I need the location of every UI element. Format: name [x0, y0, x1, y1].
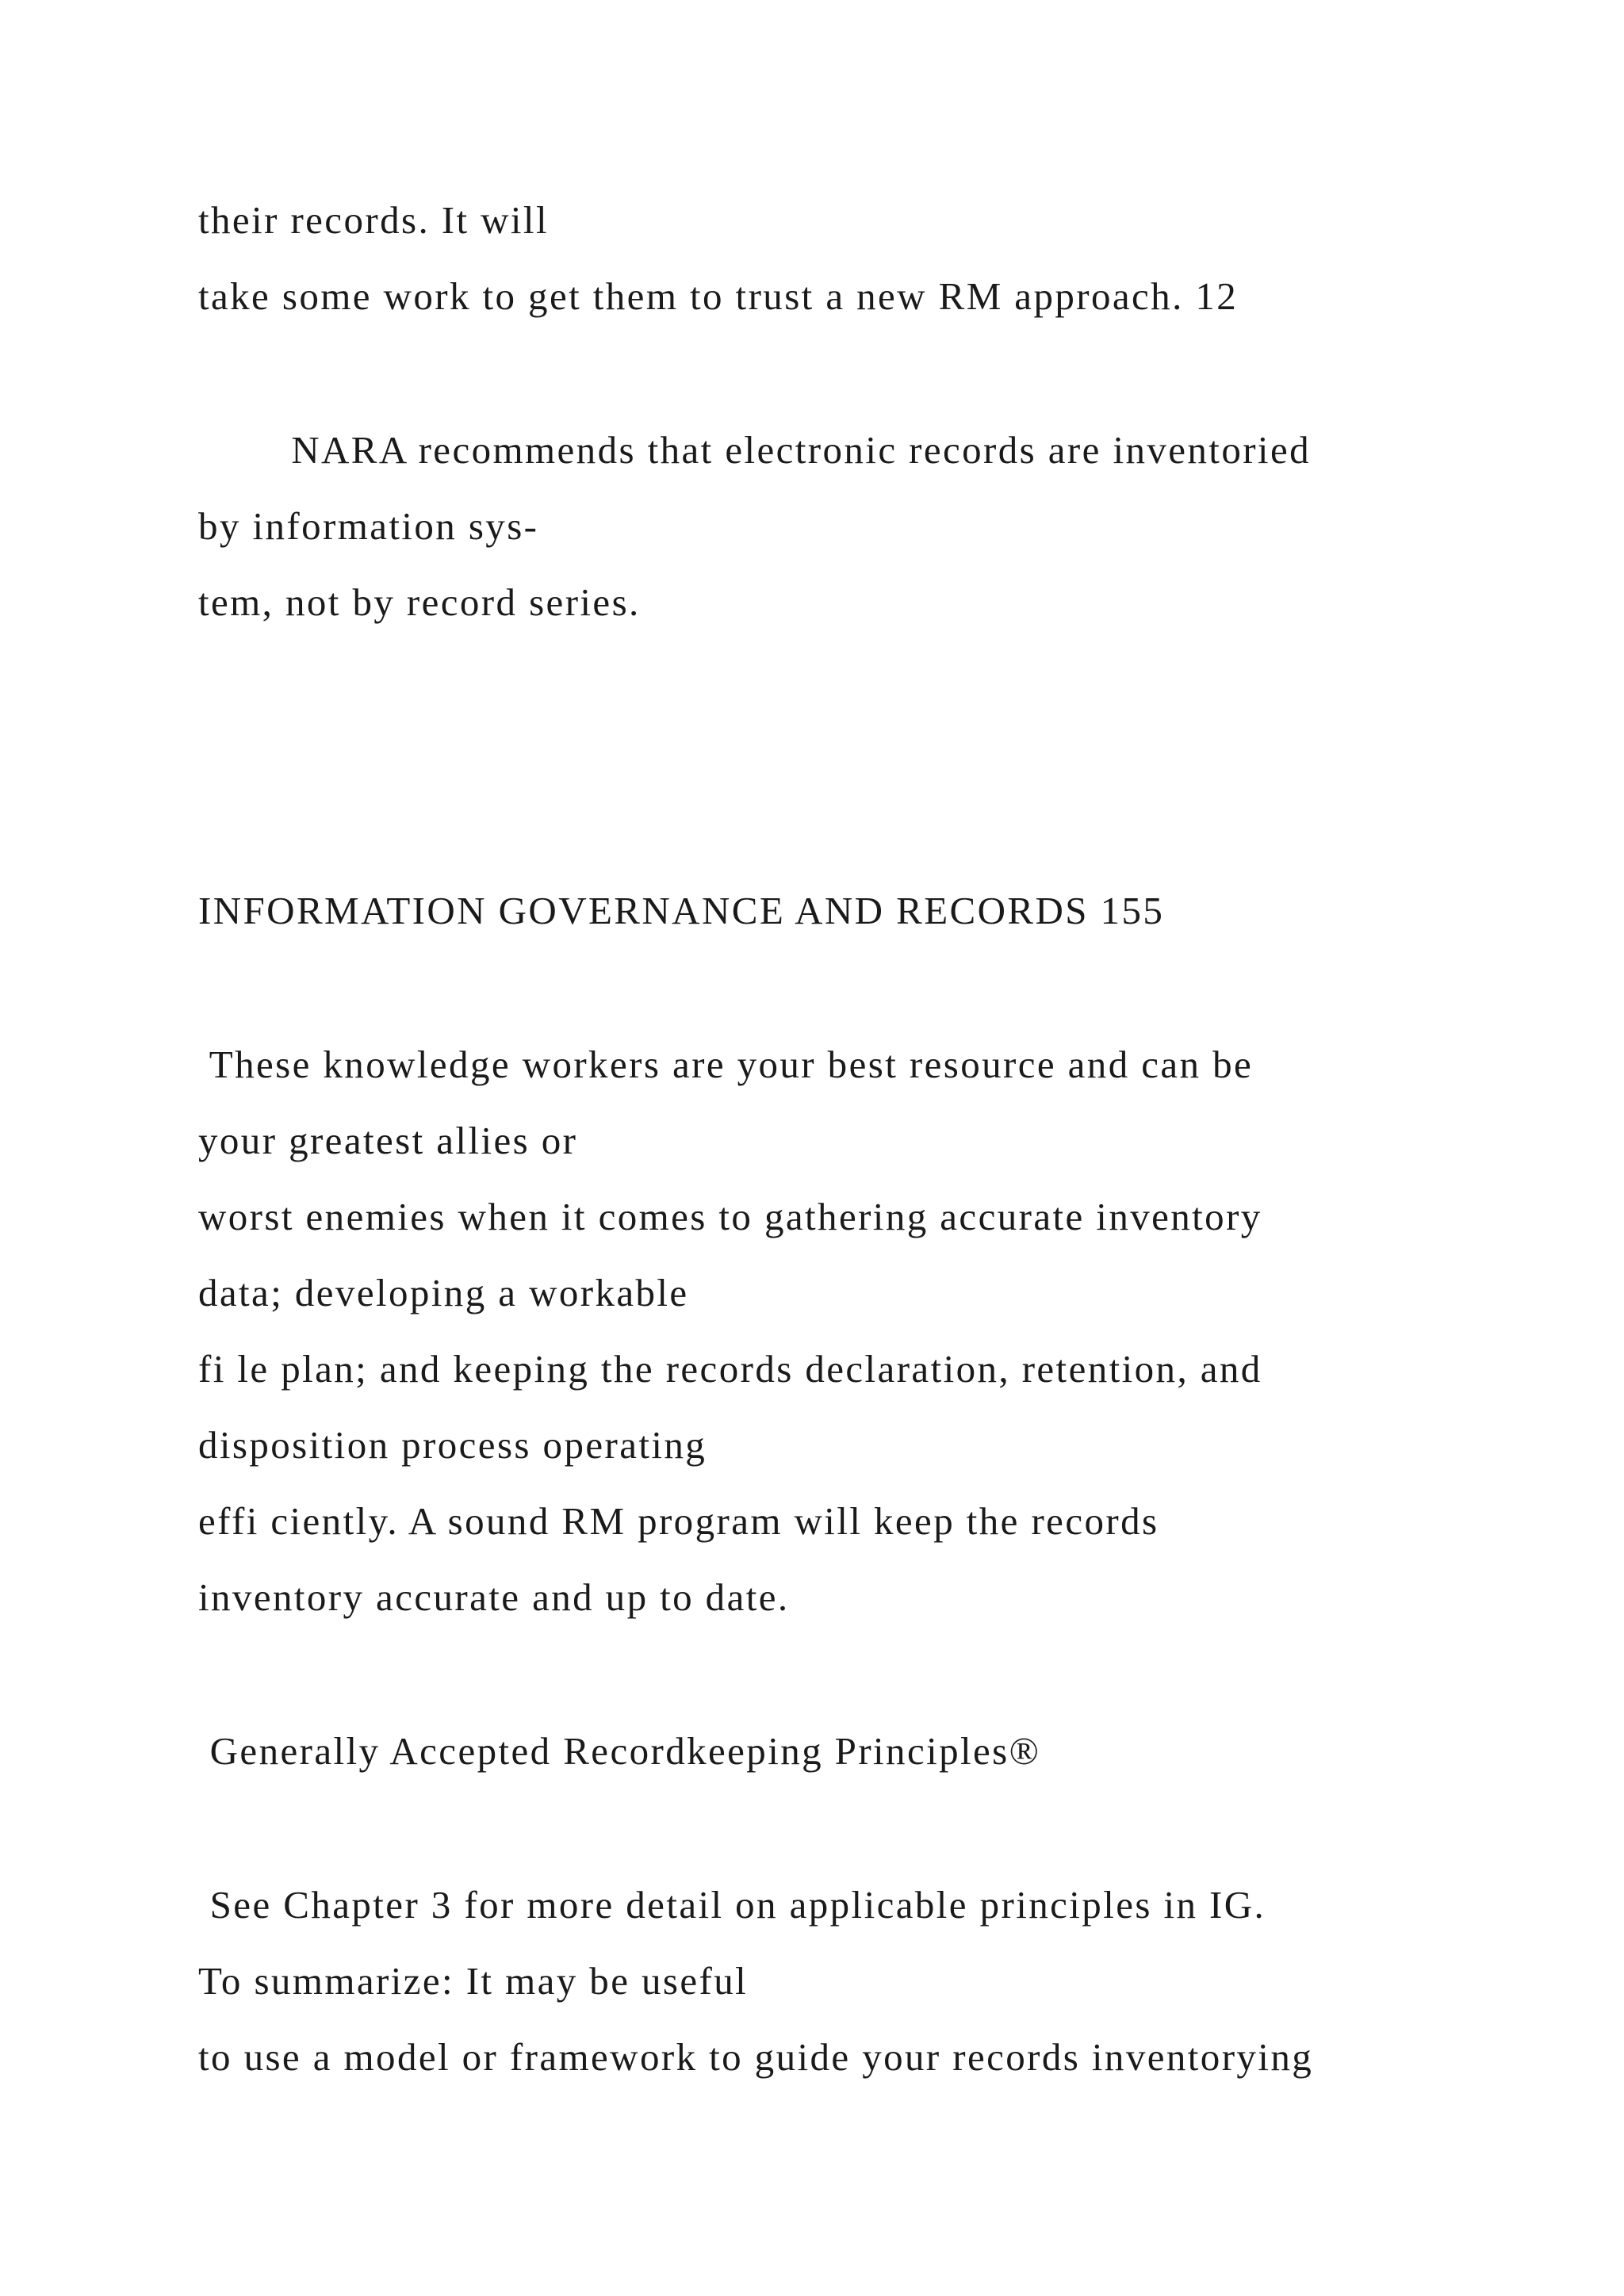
- text-line: effi ciently. A sound RM program will keep the records: [198, 1499, 1159, 1543]
- text-line: your greatest allies or: [198, 1119, 578, 1162]
- text-line: worst enemies when it comes to gathering accurate inventory: [198, 1195, 1262, 1238]
- text-line: inventory accurate and up to date.: [198, 1575, 790, 1619]
- text-line: To summarize: It may be useful: [198, 1959, 749, 2003]
- text-line: their records. It will: [198, 198, 549, 242]
- section-heading: Generally Accepted Recordkeeping Principles®: [198, 1729, 1041, 1773]
- text-line: NARA recommends that electronic records are inventoried: [198, 428, 1311, 472]
- text-line: to use a model or framework to guide your records inventorying: [198, 2035, 1314, 2079]
- text-line: tem, not by record series.: [198, 580, 641, 624]
- text-line: fi le plan; and keeping the records declaration, retention, and: [198, 1347, 1262, 1391]
- text-line: See Chapter 3 for more detail on applicable principles in IG.: [198, 1883, 1266, 1927]
- text-line: data; developing a workable: [198, 1271, 689, 1314]
- text-line: disposition process operating: [198, 1423, 707, 1467]
- text-line: These knowledge workers are your best resource and can be: [198, 1043, 1254, 1086]
- running-header: INFORMATION GOVERNANCE AND RECORDS 155: [198, 889, 1165, 932]
- text-line: by information sys-: [198, 504, 539, 548]
- text-line: take some work to get them to trust a new RM approach. 12: [198, 274, 1239, 318]
